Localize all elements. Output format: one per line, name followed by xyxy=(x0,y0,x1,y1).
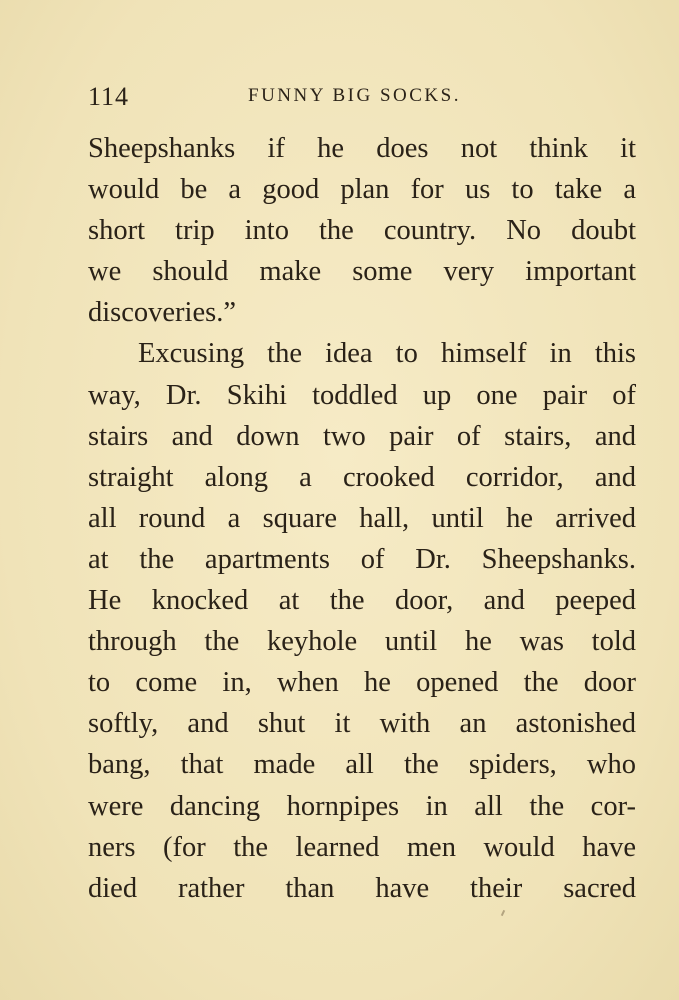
text-line: bang, that made all the spiders, who xyxy=(88,749,636,781)
text-line: at the apartments of Dr. Sheepshanks. xyxy=(88,543,636,575)
text-line: stairs and down two pair of stairs, and xyxy=(88,420,636,452)
text-line: Excusing the idea to himself in this xyxy=(138,338,636,370)
text-line: way, Dr. Skihi toddled up one pair of xyxy=(88,379,636,411)
text-line: He knocked at the door, and peeped xyxy=(88,585,636,617)
text-line: through the keyhole until he was told xyxy=(88,626,636,658)
text-line: would be a good plan for us to take a xyxy=(88,174,636,206)
text-line: were dancing hornpipes in all the cor- xyxy=(88,790,636,822)
text-line: softly, and shut it with an astonished xyxy=(88,708,636,740)
page-number: 114 xyxy=(88,82,130,111)
text-line: discoveries.” xyxy=(88,297,236,329)
paper-speck xyxy=(501,910,505,916)
body-text xyxy=(88,128,636,909)
running-head xyxy=(88,82,636,112)
text-line: Sheepshanks if he does not think it xyxy=(88,133,636,164)
text-line: died rather than have their sacred xyxy=(88,872,636,904)
text-line: we should make some very important xyxy=(88,256,636,288)
text-line: ners (for the learned men would have xyxy=(88,831,636,863)
text-line: straight along a crooked corridor, and xyxy=(88,461,636,493)
running-title: FUNNY BIG SOCKS. xyxy=(248,85,461,106)
text-line: to come in, when he opened the door xyxy=(88,667,636,699)
text-line: all round a square hall, until he arrived xyxy=(88,502,636,534)
text-line: short trip into the country. No doubt xyxy=(88,215,636,247)
